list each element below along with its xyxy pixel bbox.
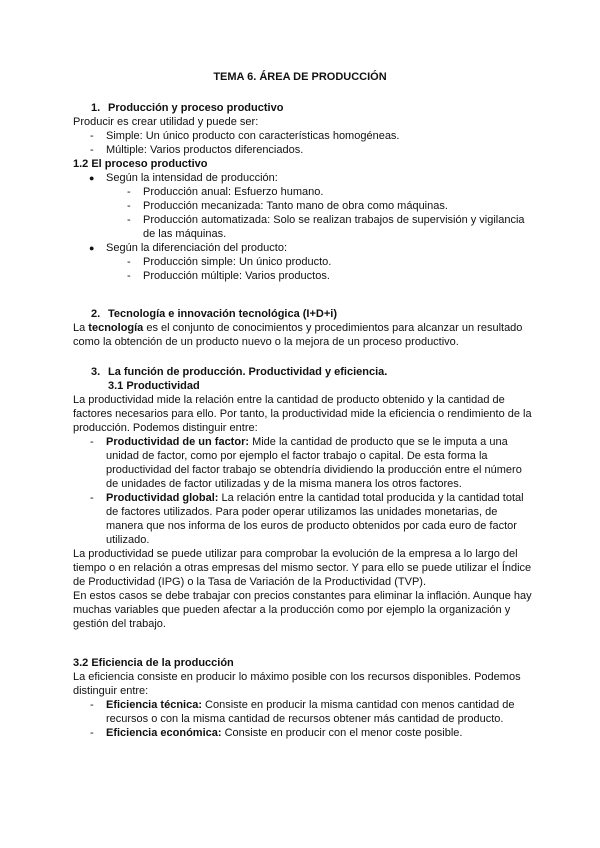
- section-1-heading: [73, 101, 533, 115]
- productivity-note: En estos casos se debe trabajar con precios constantes para eliminar la inflación. Aunque hay muchas variables que pueden afectar a la producción como por ejemplo la organización y gestión del trabajo.: [73, 590, 532, 630]
- section-2-heading: [73, 307, 533, 321]
- efficiency-definition: La eficiencia consiste en producir lo máximo posible con los recursos disponibles. Podemos distinguir entre:: [73, 671, 521, 697]
- section-3-1-heading: 3.1 Productividad: [108, 380, 200, 392]
- section-3-2: [73, 656, 533, 740]
- list-item: - Producción mecanizada: Tanto mano de obra como máquinas.: [73, 199, 533, 213]
- section-2: [73, 307, 533, 349]
- productivity-definition: La productividad mide la relación entre la cantidad de producto obtenido y la cantidad de factores necesarios para ello. Por tanto, la productividad mide la eficiencia o rendimiento de la producción. Podemos distinguir entre:: [73, 394, 532, 434]
- text-run: La relación entre la cantidad total producida y la cantidad total de factores utilizados. Para poder operar utilizamos las unidades monetarias, de manera que nos informa de los euros de producto obtenidos por cada euro de factor utilizado.: [106, 492, 524, 546]
- bullet-icon: ●: [89, 173, 95, 183]
- section-3-2-heading: 3.2 Eficiencia de la producción: [73, 657, 234, 669]
- text-run: Consiste en producir la misma cantidad con menos cantidad de recursos o con la misma cantidad de recursos obtener más cantidad de producto.: [106, 699, 515, 725]
- bullet-text: Según la diferenciación del producto:: [106, 242, 288, 254]
- bold-term: Eficiencia económica:: [106, 727, 222, 739]
- efficiency-types: [73, 698, 533, 740]
- page-title: TEMA 6. ÁREA DE PRODUCCIÓN: [213, 71, 387, 83]
- list-item: [73, 698, 533, 726]
- section-1-intro: Producir es crear utilidad y puede ser:: [73, 116, 259, 128]
- bold-term: Eficiencia técnica:: [106, 699, 202, 711]
- section-title: Tecnología e innovación tecnológica (I+D+i): [108, 308, 338, 320]
- list-item: [73, 491, 533, 547]
- bold-term: Productividad global:: [106, 492, 219, 504]
- section-1-2-heading: 1.2 El proceso productivo: [73, 158, 208, 170]
- text-run: Mide la cantidad de producto que se le imputa a una unidad de factor, como por ejemplo el factor trabajo o capital. De esta forma la productividad del factor trabajo se obtendría dividiendo la producción entre el número de unidades de factor utilizadas y de la misma manera los otros factores.: [106, 436, 522, 490]
- bold-term: Productividad de un factor:: [106, 436, 250, 448]
- list-item: - Producción automatizada: Solo se realizan trabajos de supervisión y vigilancia de las máquinas.: [73, 213, 533, 241]
- section-number: 1.: [91, 102, 101, 114]
- section-1: [73, 101, 533, 283]
- intensity-list: [73, 185, 533, 241]
- bullet-item: [73, 171, 533, 185]
- section-2-paragraph: [73, 321, 533, 349]
- section-number: 3.: [91, 366, 101, 378]
- text-run: es el conjunto de conocimientos y procedimientos para alcanzar un resultado como la obtención de un producto nuevo o la mejora de un proceso productivo.: [73, 322, 523, 348]
- list-item: - Producción múltiple: Varios productos.: [73, 269, 533, 283]
- bold-term: tecnología: [88, 322, 144, 334]
- list-item: - Múltiple: Varios productos diferenciados.: [73, 143, 533, 157]
- section-title: La función de producción. Productividad y eficiencia.: [108, 366, 388, 378]
- section-1-2-bullets: [73, 171, 533, 185]
- text-run: Consiste en producir con el menor coste posible.: [221, 727, 463, 739]
- section-1-list: [73, 129, 533, 157]
- list-item: - Simple: Un único producto con características homogéneas.: [73, 129, 533, 143]
- bullet-text: Según la intensidad de producción:: [106, 172, 278, 184]
- section-3: [73, 365, 533, 631]
- bullet-item: [73, 241, 533, 255]
- list-item: [73, 435, 533, 491]
- section-3-heading: [73, 365, 533, 379]
- text-run: La: [73, 322, 89, 334]
- bullet-icon: ●: [89, 243, 95, 253]
- differentiation-list: [73, 255, 533, 283]
- productivity-usage: La productividad se puede utilizar para comprobar la evolución de la empresa a lo largo del tiempo o en relación a otras empresas del mismo sector. Y para ello se puede utilizar el Índice de Productividad (IPG) o la Tasa de Variación de la Productividad (TVP).: [73, 548, 532, 588]
- list-item: [73, 726, 533, 740]
- section-number: 2.: [91, 308, 101, 320]
- list-item: - Producción simple: Un único producto.: [73, 255, 533, 269]
- list-item: - Producción anual: Esfuerzo humano.: [73, 185, 533, 199]
- section-title: Producción y proceso productivo: [108, 102, 284, 114]
- section-1-2-bullets-2: [73, 241, 533, 255]
- productivity-types: [73, 435, 533, 547]
